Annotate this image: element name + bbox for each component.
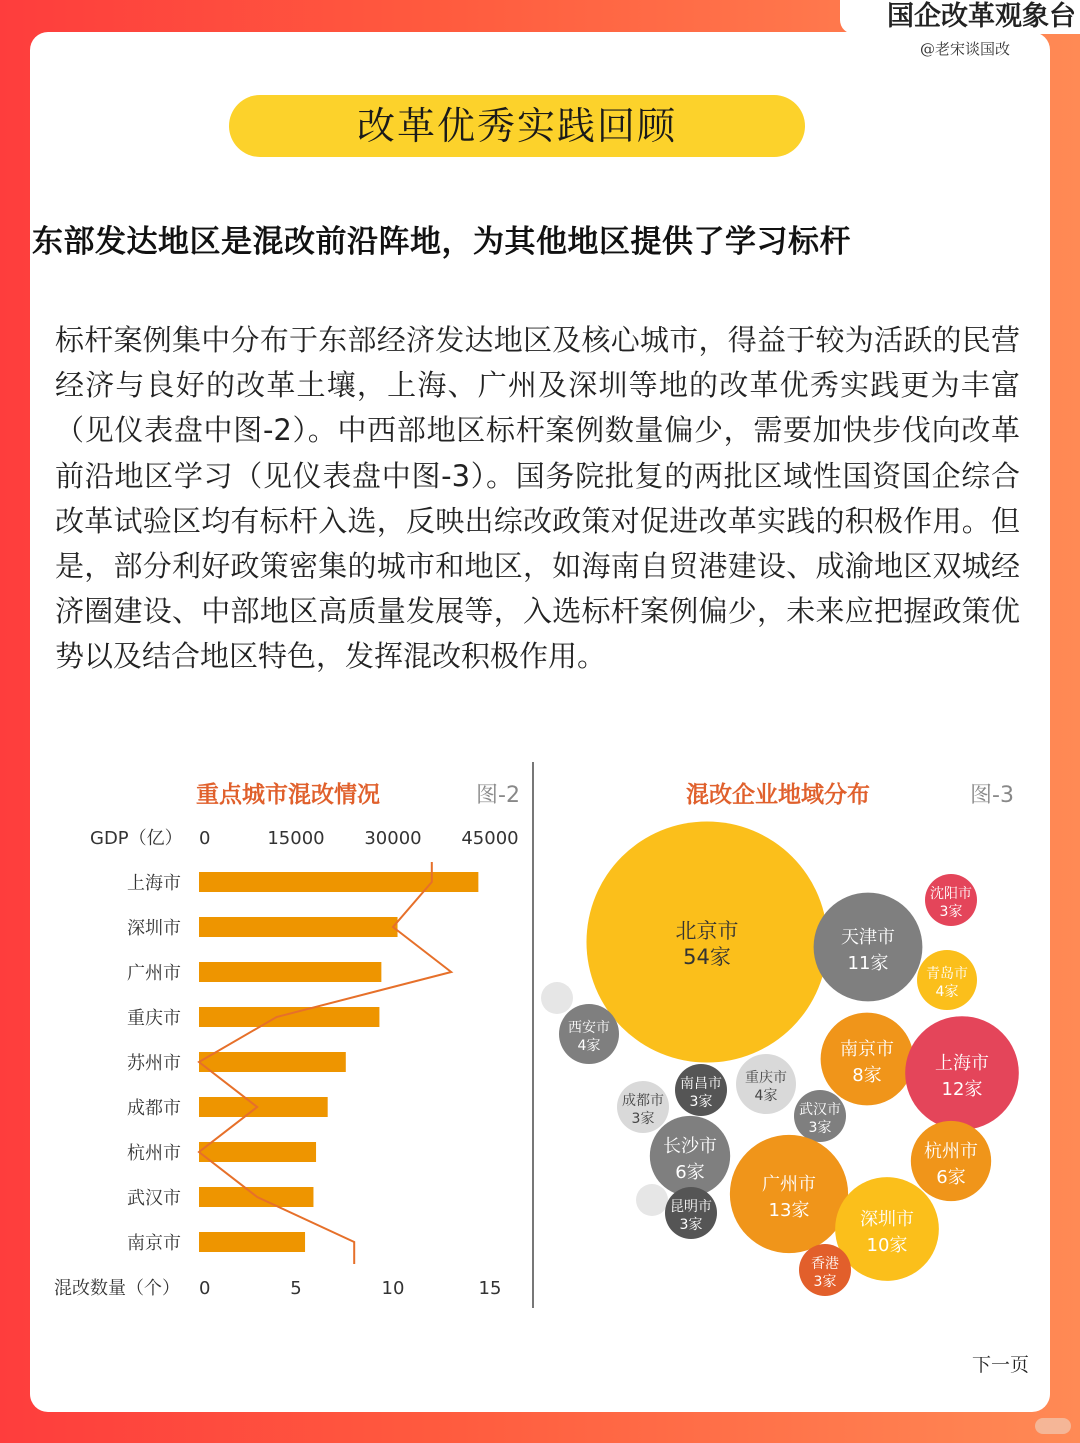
category-label: 深圳市 [127, 918, 181, 939]
bubble-city-label: 重庆市 [745, 1070, 787, 1086]
top-axis-tick: 45000 [461, 828, 519, 849]
gdp-bar [199, 872, 478, 892]
author-handle: @老宋谈国改 [920, 40, 1011, 58]
bubble-city-label: 北京市 [675, 919, 739, 943]
subtitle: 东部发达地区是混改前沿阵地，为其他地区提供了学习标杆 [32, 224, 851, 260]
bubble-city-label: 昆明市 [670, 1199, 712, 1215]
category-label: 武汉市 [127, 1188, 181, 1209]
bubble-count-label: 13家 [768, 1200, 810, 1221]
chart1-figure-label: 图-2 [476, 783, 520, 808]
bubble-city-label: 香港 [811, 1256, 839, 1272]
brand-title: 国企改革观象台 [840, 0, 1080, 34]
bottom-axis-tick: 15 [478, 1278, 502, 1299]
bubble-count-label: 3家 [679, 1217, 703, 1233]
bubble-count-label: 4家 [577, 1038, 601, 1054]
category-label: 重庆市 [127, 1008, 181, 1029]
gdp-bar [199, 1007, 379, 1027]
gdp-bar [199, 1097, 328, 1117]
bubble-city-label: 武汉市 [799, 1102, 841, 1118]
bubble-count-label: 3家 [689, 1094, 713, 1110]
next-page-link[interactable]: 下一页 [972, 1354, 1030, 1376]
category-label: 杭州市 [127, 1143, 181, 1164]
chart1-title: 重点城市混改情况 [196, 782, 380, 808]
gdp-bar [199, 917, 398, 937]
bubble-count-label: 3家 [939, 904, 963, 920]
bubble-city-label: 成都市 [622, 1093, 664, 1109]
bubble-city-label: 南昌市 [680, 1076, 722, 1092]
bubble-count-label: 6家 [675, 1162, 705, 1183]
bubble-count-label: 6家 [936, 1167, 966, 1188]
category-label: 苏州市 [127, 1053, 181, 1074]
chart-panel [38, 762, 1028, 1308]
top-axis-tick: 0 [199, 828, 211, 849]
bubble-count-label: 4家 [754, 1088, 778, 1104]
body-paragraph: 标杆案例集中分布于东部经济发达地区及核心城市，得益于较为活跃的民营经济与良好的改革土壤，上海、广州及深圳等地的改革优秀实践更为丰富（见仪表盘中图-2）。中西部地区标杆案例数量偏少，需要加快步伐向改革前沿地区学习（见仪表盘中图-3）。国务院批复的两批区域性国资国企综合改革试验区均有标杆入选，反映出综改政策对促进改革实践的积极作用。但是，部分利好政策密集的城市和地区，如海南自贸港建设、成渝地区双城经济圈建设、中部地区高质量发展等，入选标杆案例偏少，未来应把握政策优势以及结合地区特色，发挥混改积极作用。 [55, 323, 1020, 674]
gdp-bar [199, 1052, 346, 1072]
gdp-bar [199, 962, 381, 982]
category-label: 成都市 [127, 1098, 181, 1119]
bubble-city-label: 深圳市 [860, 1209, 914, 1230]
bubble-count-label: 12家 [941, 1079, 983, 1100]
bubble-count-label: 3家 [631, 1111, 655, 1127]
bubble-count-label: 8家 [852, 1065, 882, 1086]
bubble-city-label: 天津市 [841, 927, 895, 948]
gdp-bar [199, 1142, 316, 1162]
bubble-count-label: 3家 [813, 1274, 837, 1290]
category-label: 上海市 [127, 873, 181, 894]
bubble-count-label: 3家 [808, 1120, 832, 1136]
watermark-badge [1035, 1418, 1071, 1434]
bubble-count-label: 11家 [847, 953, 889, 974]
charts-svg [38, 762, 1028, 1308]
gdp-bar [199, 1232, 305, 1252]
top-axis-tick: 30000 [364, 828, 422, 849]
bottom-axis-tick: 5 [290, 1278, 302, 1299]
section-title-pill: 改革优秀实践回顾 [229, 95, 805, 157]
bubble-city-label: 杭州市 [924, 1141, 978, 1162]
bubble-count-label: 10家 [866, 1235, 908, 1256]
bubble-city-label: 广州市 [762, 1174, 816, 1195]
chart2-figure-label: 图-3 [970, 783, 1014, 808]
chart2-title: 混改企业地域分布 [686, 782, 870, 808]
bottom-axis-tick: 10 [381, 1278, 405, 1299]
top-axis-tick: 15000 [267, 828, 325, 849]
bubble-count-label: 54家 [683, 945, 731, 969]
bubble-city-label: 青岛市 [926, 966, 968, 982]
category-label: 南京市 [127, 1233, 181, 1254]
decor-bubble [541, 982, 573, 1014]
bubble-count-label: 4家 [935, 984, 959, 1000]
bottom-axis-tick: 0 [199, 1278, 211, 1299]
bubble-city-label: 西安市 [568, 1020, 610, 1036]
bubble-city-label: 沈阳市 [930, 886, 972, 902]
bubble-city-label: 长沙市 [663, 1136, 717, 1157]
chart1-top-axis-label: GDP（亿） [90, 828, 183, 849]
bubble-city-label: 上海市 [935, 1053, 989, 1074]
bubble-city-label: 南京市 [840, 1039, 894, 1060]
decor-bubble [636, 1184, 668, 1216]
chart1-bottom-axis-label: 混改数量（个） [54, 1278, 180, 1299]
category-label: 广州市 [127, 963, 181, 984]
